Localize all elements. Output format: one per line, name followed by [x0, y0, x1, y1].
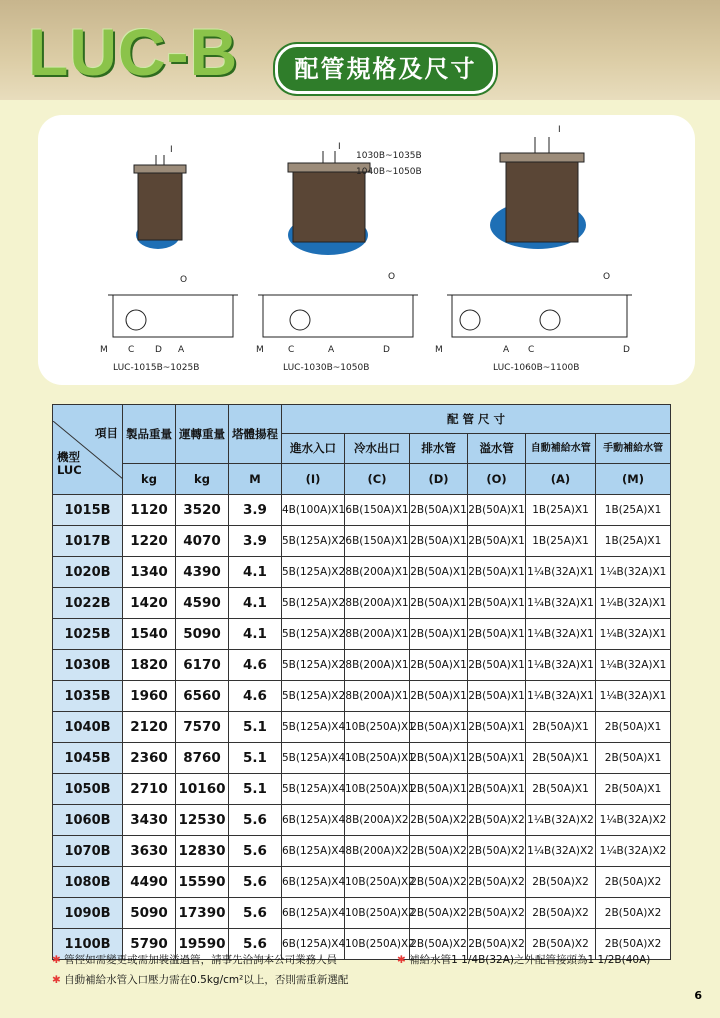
- table-cell: 5B(125A)X2: [282, 650, 345, 681]
- table-cell: 1340: [123, 557, 176, 588]
- star-icon: ✱: [52, 974, 61, 986]
- table-cell: 2B(50A)X2: [526, 867, 596, 898]
- pipe-col-overflow: 溢水管: [468, 434, 526, 463]
- inlet-label-1: I: [170, 145, 173, 155]
- table-cell: 2B(50A)X1: [468, 774, 526, 805]
- table-cell: 5.6: [229, 805, 282, 836]
- table-cell: 6B(125A)X4: [282, 929, 345, 960]
- table-cell: 1960: [123, 681, 176, 712]
- piping-spec-table: [52, 404, 671, 960]
- table-cell: 5B(125A)X2: [282, 588, 345, 619]
- table-cell: 2B(50A)X1: [468, 588, 526, 619]
- table-cell: 2B(50A)X1: [468, 526, 526, 557]
- table-cell: 6B(125A)X4: [282, 805, 345, 836]
- table-cell: 8B(200A)X1: [345, 681, 410, 712]
- left-letter-d: D: [155, 345, 162, 355]
- table-cell: 6B(150A)X1: [345, 526, 410, 557]
- table-cell: 8B(200A)X1: [345, 619, 410, 650]
- table-cell: 4390: [176, 557, 229, 588]
- table-cell: 2B(50A)X1: [410, 619, 468, 650]
- table-cell: 2B(50A)X2: [526, 929, 596, 960]
- range-label-top: 1030B~1035B: [356, 151, 422, 161]
- corner-model-label: 機型: [57, 449, 80, 464]
- note-right-1: [397, 952, 650, 967]
- table-row: [53, 681, 671, 712]
- code-m: (M): [596, 464, 671, 495]
- table-cell: 4.6: [229, 650, 282, 681]
- pipe-col-outlet: 冷水出口: [345, 434, 410, 463]
- header-product-weight: 製品重量: [123, 405, 176, 464]
- table-body: [53, 495, 671, 960]
- table-cell: 5.6: [229, 929, 282, 960]
- table-cell: 3520: [176, 495, 229, 526]
- table-cell: 2B(50A)X1: [410, 681, 468, 712]
- table-cell: 4490: [123, 867, 176, 898]
- model-cell: 1030B: [53, 650, 123, 681]
- table-cell: 1420: [123, 588, 176, 619]
- table-cell: 2B(50A)X2: [596, 867, 671, 898]
- table-cell: 5090: [176, 619, 229, 650]
- table-cell: 6B(125A)X4: [282, 898, 345, 929]
- table-cell: 2B(50A)X1: [410, 526, 468, 557]
- model-cell: 1022B: [53, 588, 123, 619]
- table-cell: 4B(100A)X1: [282, 495, 345, 526]
- table-row: [53, 898, 671, 929]
- model-cell: 1080B: [53, 867, 123, 898]
- table-row: [53, 774, 671, 805]
- page-number: 6: [694, 989, 702, 1002]
- table-cell: 2B(50A)X2: [468, 929, 526, 960]
- table-cell: 2B(50A)X1: [526, 743, 596, 774]
- table-cell: 2B(50A)X2: [468, 836, 526, 867]
- table-cell: 4.1: [229, 557, 282, 588]
- code-c: (C): [345, 464, 410, 495]
- pipe-col-drain: 排水管: [410, 434, 468, 463]
- table-cell: 2B(50A)X1: [468, 681, 526, 712]
- piping-header: 配 管 尺 寸: [282, 405, 670, 434]
- model-cell: 1015B: [53, 495, 123, 526]
- table-row: [53, 557, 671, 588]
- mid-letter-m: M: [256, 345, 264, 355]
- right-letter-c: C: [528, 345, 535, 355]
- corner-luc-label: LUC: [57, 462, 82, 477]
- table-cell: 1¼B(32A)X2: [596, 836, 671, 867]
- note-left-1-text: 管徑如需變更或需加裝溢過管，請事先洽詢本公司業務人員: [64, 954, 338, 966]
- diagram-caption-2: LUC-1030B~1050B: [283, 363, 370, 373]
- table-cell: 5B(125A)X4: [282, 774, 345, 805]
- table-cell: 4.1: [229, 619, 282, 650]
- table-cell: 5790: [123, 929, 176, 960]
- table-cell: 2B(50A)X1: [410, 650, 468, 681]
- table-cell: 1B(25A)X1: [526, 526, 596, 557]
- right-letter-m: M: [435, 345, 443, 355]
- table-cell: 7570: [176, 712, 229, 743]
- table-cell: 3.9: [229, 495, 282, 526]
- table-corner: [53, 405, 123, 495]
- table-cell: 2B(50A)X1: [410, 557, 468, 588]
- table-cell: 2B(50A)X2: [410, 836, 468, 867]
- diagram-caption-3: LUC-1060B~1100B: [493, 363, 580, 373]
- table-cell: 5B(125A)X2: [282, 681, 345, 712]
- left-letter-o: O: [180, 275, 188, 285]
- mid-letter-a: A: [328, 345, 335, 355]
- table-cell: 1¼B(32A)X1: [526, 588, 596, 619]
- page-header: [0, 0, 720, 100]
- table-cell: 8B(200A)X1: [345, 588, 410, 619]
- model-cell: 1090B: [53, 898, 123, 929]
- table-cell: 1220: [123, 526, 176, 557]
- pipe-col-manual-makeup: 手動補給水管: [603, 443, 664, 454]
- table-cell: 2B(50A)X1: [468, 495, 526, 526]
- table-cell: 10B(250A)X1: [345, 712, 410, 743]
- model-cell: 1040B: [53, 712, 123, 743]
- table-cell: 12830: [176, 836, 229, 867]
- table-cell: 4070: [176, 526, 229, 557]
- section-title: 配管規格及尺寸: [275, 44, 496, 94]
- table-cell: 1¼B(32A)X1: [596, 681, 671, 712]
- table-cell: 2B(50A)X1: [596, 712, 671, 743]
- mid-letter-d: D: [383, 345, 390, 355]
- table-cell: 2B(50A)X1: [410, 495, 468, 526]
- table-cell: 2B(50A)X2: [596, 929, 671, 960]
- table-cell: 5.1: [229, 712, 282, 743]
- model-cell: 1025B: [53, 619, 123, 650]
- note-right-1-text: 補給水管1 1/4B(32A)之外配管接頭為1 1/2B(40A): [409, 954, 651, 966]
- table-cell: 8760: [176, 743, 229, 774]
- left-letter-a: A: [178, 345, 185, 355]
- table-cell: 1¼B(32A)X1: [526, 681, 596, 712]
- table-cell: 4.6: [229, 681, 282, 712]
- table-cell: 1¼B(32A)X1: [596, 619, 671, 650]
- table-cell: 2B(50A)X1: [410, 588, 468, 619]
- table-cell: 2B(50A)X1: [468, 743, 526, 774]
- unit-kg-1: kg: [123, 464, 176, 495]
- table-cell: 2B(50A)X1: [468, 650, 526, 681]
- table-cell: 5B(125A)X2: [282, 526, 345, 557]
- table-cell: 2B(50A)X2: [468, 867, 526, 898]
- table-row: [53, 495, 671, 526]
- brand-title: LUC-B: [28, 15, 239, 89]
- table-row: [53, 867, 671, 898]
- right-letter-d: D: [623, 345, 630, 355]
- table-cell: 6170: [176, 650, 229, 681]
- table-cell: 8B(200A)X2: [345, 805, 410, 836]
- table-row: [53, 526, 671, 557]
- table-row: [53, 712, 671, 743]
- table-cell: 8B(200A)X2: [345, 836, 410, 867]
- model-cell: 1045B: [53, 743, 123, 774]
- code-o: (O): [468, 464, 526, 495]
- table-cell: 10B(250A)X1: [345, 743, 410, 774]
- table-cell: 1¼B(32A)X2: [526, 805, 596, 836]
- table-cell: 12530: [176, 805, 229, 836]
- table-cell: 5.6: [229, 898, 282, 929]
- table-cell: 3.9: [229, 526, 282, 557]
- table-cell: 1B(25A)X1: [526, 495, 596, 526]
- table-row: [53, 743, 671, 774]
- note-left-2-text: 自動補給水管入口壓力需在0.5kg/cm²以上，否則需重新選配: [64, 974, 349, 986]
- star-icon: ✱: [52, 954, 61, 966]
- table-cell: 5090: [123, 898, 176, 929]
- inlet-label-2: I: [338, 142, 341, 152]
- left-letter-c: C: [128, 345, 135, 355]
- table-cell: 2B(50A)X1: [596, 774, 671, 805]
- table-cell: 2B(50A)X1: [526, 712, 596, 743]
- table-cell: 10B(250A)X2: [345, 898, 410, 929]
- table-cell: 1¼B(32A)X1: [526, 650, 596, 681]
- table-cell: 10B(250A)X1: [345, 774, 410, 805]
- table-cell: 2B(50A)X2: [468, 898, 526, 929]
- table-cell: 5B(125A)X4: [282, 712, 345, 743]
- table-cell: 10160: [176, 774, 229, 805]
- model-cell: 1020B: [53, 557, 123, 588]
- table-cell: 10B(250A)X2: [345, 929, 410, 960]
- table-row: [53, 836, 671, 867]
- mid-letter-c: C: [288, 345, 295, 355]
- table-cell: 4.1: [229, 588, 282, 619]
- unit-kg-2: kg: [176, 464, 229, 495]
- table-cell: 2B(50A)X1: [526, 774, 596, 805]
- code-i: (I): [282, 464, 345, 495]
- table-cell: 2B(50A)X1: [468, 557, 526, 588]
- table-cell: 1¼B(32A)X2: [526, 836, 596, 867]
- table-cell: 5B(125A)X4: [282, 743, 345, 774]
- left-letter-m: M: [100, 345, 108, 355]
- table-cell: 5B(125A)X2: [282, 557, 345, 588]
- table-cell: 1120: [123, 495, 176, 526]
- table-cell: 5B(125A)X2: [282, 619, 345, 650]
- note-left-1: [52, 952, 337, 967]
- pipe-col-auto-makeup: 自動補給水管: [526, 434, 596, 463]
- model-cell: 1100B: [53, 929, 123, 960]
- range-label-bottom: 1040B~1050B: [356, 167, 422, 177]
- table-cell: 8B(200A)X1: [345, 557, 410, 588]
- table-cell: 2360: [123, 743, 176, 774]
- table-cell: 2120: [123, 712, 176, 743]
- table-cell: 2B(50A)X2: [410, 805, 468, 836]
- table-cell: 5.1: [229, 743, 282, 774]
- model-cell: 1017B: [53, 526, 123, 557]
- note-left-2: [52, 972, 348, 987]
- header-operating-weight: 運轉重量: [176, 405, 229, 464]
- table-cell: 1¼B(32A)X1: [596, 557, 671, 588]
- table-cell: 5.6: [229, 867, 282, 898]
- table-cell: 6560: [176, 681, 229, 712]
- table-cell: 19590: [176, 929, 229, 960]
- table-cell: 10B(250A)X2: [345, 867, 410, 898]
- table-row: [53, 805, 671, 836]
- code-d: (D): [410, 464, 468, 495]
- table-row: [53, 588, 671, 619]
- table-cell: 1¼B(32A)X1: [526, 557, 596, 588]
- model-cell: 1035B: [53, 681, 123, 712]
- diagram-caption-1: LUC-1015B~1025B: [113, 363, 200, 373]
- pipe-col-inlet: 進水入口: [282, 434, 345, 463]
- table-cell: 5.6: [229, 836, 282, 867]
- table-cell: 2B(50A)X2: [410, 898, 468, 929]
- table-cell: 2B(50A)X1: [468, 712, 526, 743]
- table-cell: 8B(200A)X1: [345, 650, 410, 681]
- table-cell: 1¼B(32A)X2: [596, 805, 671, 836]
- table-cell: 1B(25A)X1: [596, 495, 671, 526]
- table-row: [53, 650, 671, 681]
- table-cell: 6B(125A)X4: [282, 867, 345, 898]
- table-cell: 15590: [176, 867, 229, 898]
- model-cell: 1070B: [53, 836, 123, 867]
- table-cell: 17390: [176, 898, 229, 929]
- table-cell: 2B(50A)X1: [410, 712, 468, 743]
- table-cell: 1¼B(32A)X1: [596, 650, 671, 681]
- table-cell: 6B(125A)X4: [282, 836, 345, 867]
- piping-diagrams: [38, 115, 695, 385]
- inlet-label-3: I: [558, 125, 561, 135]
- table-cell: 1540: [123, 619, 176, 650]
- right-letter-a: A: [503, 345, 510, 355]
- table-cell: 2B(50A)X1: [410, 743, 468, 774]
- table-cell: 2710: [123, 774, 176, 805]
- table-cell: 4590: [176, 588, 229, 619]
- star-icon: ✱: [397, 954, 406, 966]
- table-cell: 2B(50A)X2: [526, 898, 596, 929]
- model-cell: 1060B: [53, 805, 123, 836]
- table-cell: 1820: [123, 650, 176, 681]
- unit-m: M: [229, 464, 282, 495]
- table-cell: 2B(50A)X2: [596, 898, 671, 929]
- table-row: [53, 619, 671, 650]
- mid-letter-o: O: [388, 272, 396, 282]
- table-cell: 5.1: [229, 774, 282, 805]
- table-cell: 2B(50A)X1: [410, 774, 468, 805]
- table-cell: 1B(25A)X1: [596, 526, 671, 557]
- table-cell: 2B(50A)X1: [468, 619, 526, 650]
- table-cell: 3430: [123, 805, 176, 836]
- code-a: (A): [526, 464, 596, 495]
- header-tower-head: 塔體揚程: [229, 405, 282, 464]
- table-cell: 2B(50A)X2: [410, 929, 468, 960]
- table-cell: 2B(50A)X2: [410, 867, 468, 898]
- table-cell: 3630: [123, 836, 176, 867]
- model-cell: 1050B: [53, 774, 123, 805]
- right-letter-o: O: [603, 272, 611, 282]
- table-cell: 2B(50A)X1: [596, 743, 671, 774]
- table-cell: 1¼B(32A)X1: [596, 588, 671, 619]
- corner-item-label: 項目: [95, 425, 118, 440]
- table-cell: 2B(50A)X2: [468, 805, 526, 836]
- table-cell: 1¼B(32A)X1: [526, 619, 596, 650]
- table-cell: 6B(150A)X1: [345, 495, 410, 526]
